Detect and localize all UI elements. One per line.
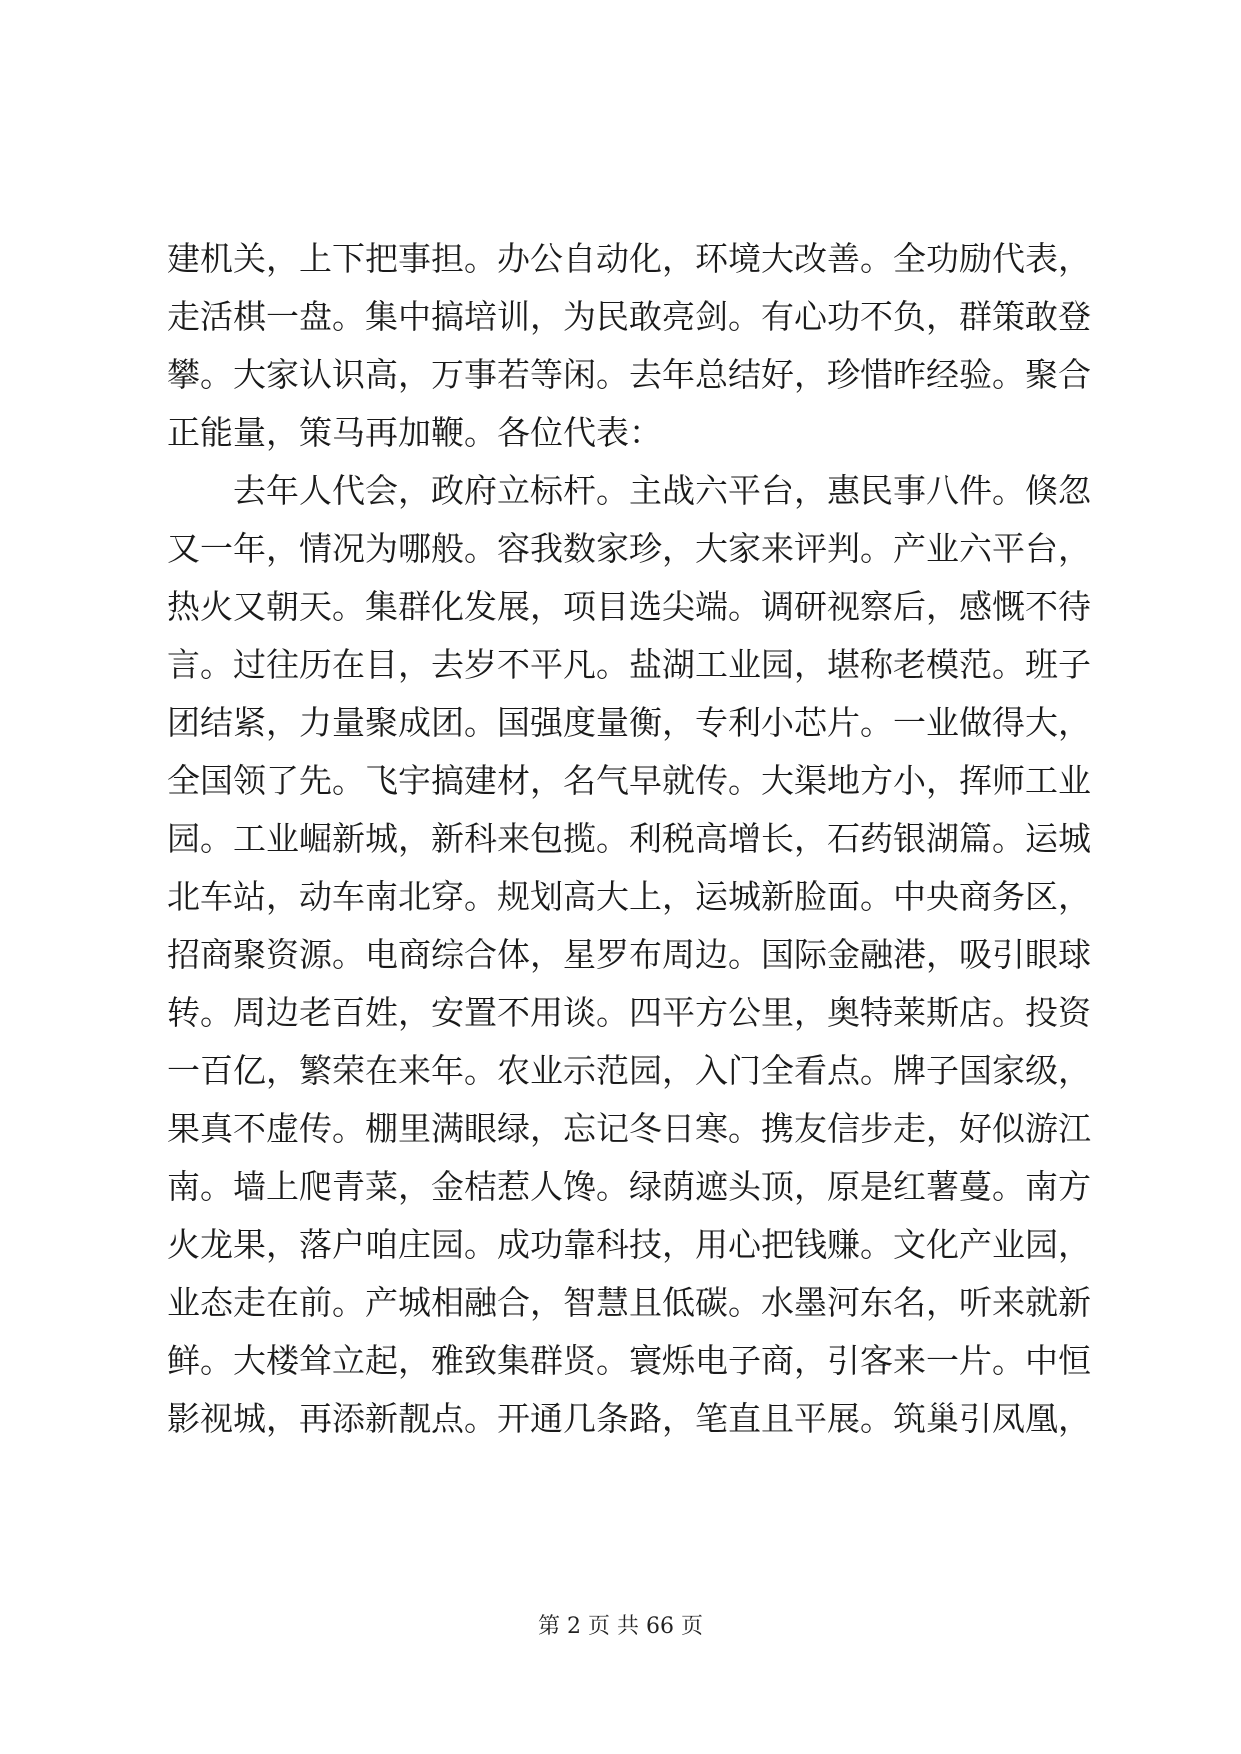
text-line	[167, 1448, 1077, 1506]
body-text	[167, 230, 1091, 1564]
page-footer: 第 2 页 共 66 页	[538, 1614, 703, 1639]
text-line: 正能量，策马再加鞭。各位代表：	[167, 413, 662, 452]
text-line	[167, 1506, 1077, 1564]
text-line: 招商聚资源。电商综合体，星罗布周边。国际金融港，吸引眼球	[167, 935, 1091, 974]
text-line: 一百亿，繁荣在来年。农业示范园，入门全看点。牌子国家级，	[167, 1051, 1091, 1090]
text-line: 果真不虚传。棚里满眼绿，忘记冬日寒。携友信步走，好似游江	[167, 1109, 1091, 1148]
text-line: 影视城，再添新靓点。开通几条路，笔直且平展。筑巢引凤凰，	[167, 1399, 1091, 1438]
text-line: 走活棋一盘。集中搞培训，为民敢亮剑。有心功不负，群策敢登	[167, 297, 1091, 336]
text-line: 建机关，上下把事担。办公自动化，环境大改善。全功励代表，	[167, 239, 1091, 278]
text-line: 去年人代会，政府立标杆。主战六平台，惠民事八件。倏忽	[233, 471, 1091, 510]
text-line: 转。周边老百姓，安置不用谈。四平方公里，奥特莱斯店。投资	[167, 993, 1091, 1032]
text-line: 热火又朝天。集群化发展，项目选尖端。调研视察后，感慨不待	[167, 587, 1091, 626]
text-line: 南。墙上爬青菜，金桔惹人馋。绿荫遮头顶，原是红薯蔓。南方	[167, 1167, 1091, 1206]
text-line: 全国领了先。飞宇搞建材，名气早就传。大渠地方小，挥师工业	[167, 761, 1091, 800]
text-line: 团结紧，力量聚成团。国强度量衡，专利小芯片。一业做得大，	[167, 703, 1091, 742]
text-line: 鲜。大楼耸立起，雅致集群贤。寰烁电子商，引客来一片。中恒	[167, 1341, 1091, 1380]
text-line: 攀。大家认识高，万事若等闲。去年总结好，珍惜昨经验。聚合	[167, 355, 1091, 394]
text-line: 又一年，情况为哪般。容我数家珍，大家来评判。产业六平台，	[167, 529, 1091, 568]
text-line: 火龙果，落户咱庄园。成功靠科技，用心把钱赚。文化产业园，	[167, 1225, 1091, 1264]
text-line: 言。过往历在目，去岁不平凡。盐湖工业园，堪称老模范。班子	[167, 645, 1091, 684]
text-line: 北车站，动车南北穿。规划高大上，运城新脸面。中央商务区，	[167, 877, 1091, 916]
text-line: 园。工业崛新城，新科来包揽。利税高增长，石药银湖篇。运城	[167, 819, 1091, 858]
text-line: 业态走在前。产城相融合，智慧且低碳。水墨河东名，听来就新	[167, 1283, 1091, 1322]
